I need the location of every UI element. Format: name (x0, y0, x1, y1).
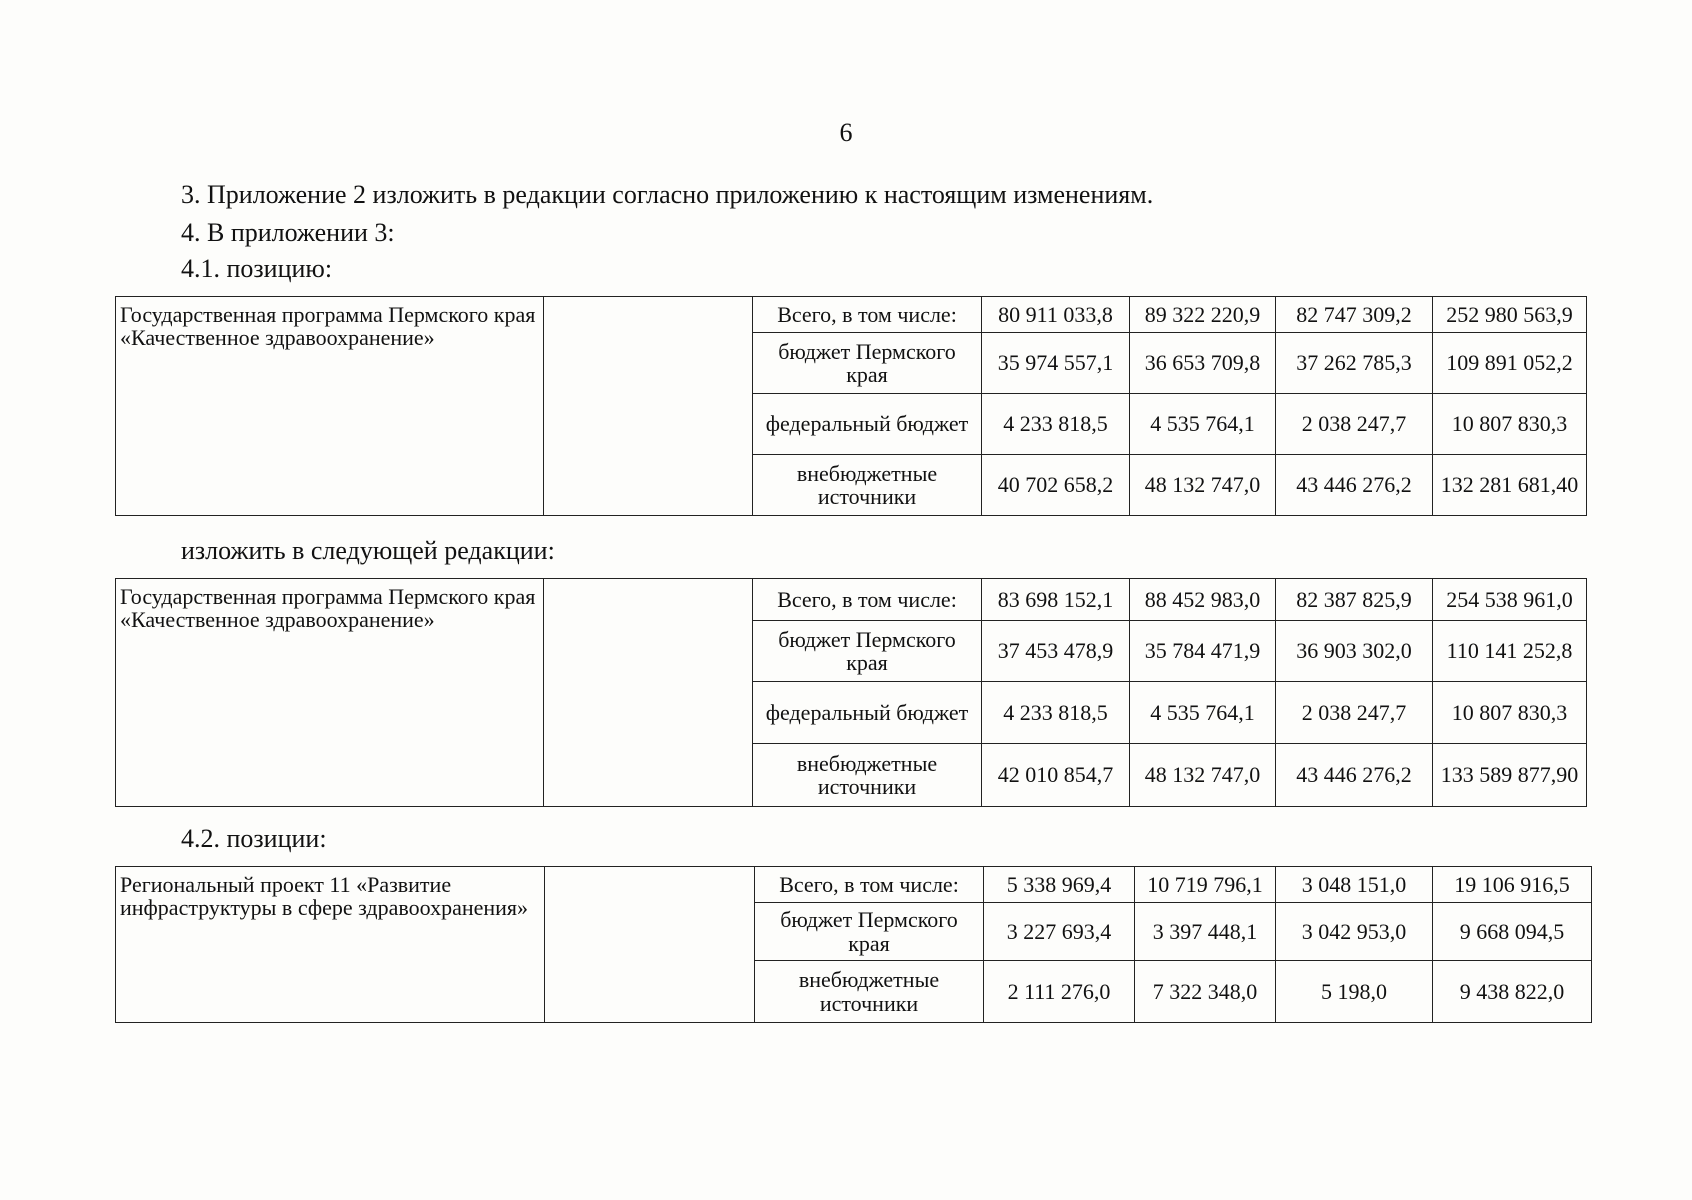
value-cell: 5 198,0 (1276, 961, 1433, 1023)
value-cell: 43 446 276,2 (1276, 455, 1433, 516)
value-cell: 3 227 693,4 (984, 903, 1135, 961)
value-cell: 2 038 247,7 (1276, 394, 1433, 455)
value-cell: 36 903 302,0 (1276, 621, 1433, 682)
program-name-cell: Государственная программа Пермского края «Качественное здравоохранение» (116, 297, 544, 516)
value-cell: 133 589 877,90 (1433, 744, 1587, 807)
value-cell: 10 807 830,3 (1433, 394, 1587, 455)
source-cell: Всего, в том числе: (753, 579, 982, 621)
source-cell: федеральный бюджет (753, 682, 982, 744)
source-cell: внебюджетные источники (753, 455, 982, 516)
source-cell: Всего, в том числе: (755, 867, 984, 903)
table-row (116, 297, 1587, 333)
source-cell: бюджет Пермского края (753, 621, 982, 682)
value-cell: 2 111 276,0 (984, 961, 1135, 1023)
table-new-position (115, 578, 1587, 807)
value-cell: 10 807 830,3 (1433, 682, 1587, 744)
paragraph-4-1: 4.1. позицию: (181, 254, 333, 283)
value-cell: 89 322 220,9 (1130, 297, 1276, 333)
value-cell: 132 281 681,40 (1433, 455, 1587, 516)
value-cell: 110 141 252,8 (1433, 621, 1587, 682)
value-cell: 254 538 961,0 (1433, 579, 1587, 621)
value-cell: 37 262 785,3 (1276, 333, 1433, 394)
value-cell: 2 038 247,7 (1276, 682, 1433, 744)
value-cell: 35 974 557,1 (982, 333, 1130, 394)
program-name-cell: Государственная программа Пермского края «Качественное здравоохранение» (116, 579, 544, 807)
value-cell: 4 233 818,5 (982, 394, 1130, 455)
empty-cell (544, 297, 753, 516)
value-cell: 9 438 822,0 (1433, 961, 1592, 1023)
paragraph-4: 4. В приложении 3: (181, 218, 395, 247)
value-cell: 4 535 764,1 (1130, 682, 1276, 744)
value-cell: 9 668 094,5 (1433, 903, 1592, 961)
table-regional-project (115, 866, 1592, 1023)
value-cell: 42 010 854,7 (982, 744, 1130, 807)
table-row (116, 579, 1587, 621)
value-cell: 3 042 953,0 (1276, 903, 1433, 961)
value-cell: 4 233 818,5 (982, 682, 1130, 744)
source-cell: Всего, в том числе: (753, 297, 982, 333)
value-cell: 3 048 151,0 (1276, 867, 1433, 903)
value-cell: 37 453 478,9 (982, 621, 1130, 682)
value-cell: 40 702 658,2 (982, 455, 1130, 516)
value-cell: 43 446 276,2 (1276, 744, 1433, 807)
value-cell: 4 535 764,1 (1130, 394, 1276, 455)
value-cell: 109 891 052,2 (1433, 333, 1587, 394)
value-cell: 36 653 709,8 (1130, 333, 1276, 394)
source-cell: бюджет Пермского края (755, 903, 984, 961)
paragraph-4-2: 4.2. позиции: (181, 824, 327, 853)
value-cell: 82 747 309,2 (1276, 297, 1433, 333)
source-cell: внебюджетные источники (753, 744, 982, 807)
value-cell: 48 132 747,0 (1130, 744, 1276, 807)
value-cell: 10 719 796,1 (1135, 867, 1276, 903)
value-cell: 7 322 348,0 (1135, 961, 1276, 1023)
paragraph-3: 3. Приложение 2 изложить в редакции согласно приложению к настоящим изменениям. (181, 180, 1154, 209)
paragraph-new-edition: изложить в следующей редакции: (181, 536, 555, 565)
value-cell: 3 397 448,1 (1135, 903, 1276, 961)
value-cell: 5 338 969,4 (984, 867, 1135, 903)
value-cell: 80 911 033,8 (982, 297, 1130, 333)
value-cell: 82 387 825,9 (1276, 579, 1433, 621)
value-cell: 83 698 152,1 (982, 579, 1130, 621)
empty-cell (545, 867, 755, 1023)
project-name-cell: Региональный проект 11 «Развитие инфраструктуры в сфере здравоохранения» (116, 867, 545, 1023)
value-cell: 19 106 916,5 (1433, 867, 1592, 903)
source-cell: федеральный бюджет (753, 394, 982, 455)
table-row (116, 867, 1592, 903)
value-cell: 35 784 471,9 (1130, 621, 1276, 682)
page-number: 6 (839, 118, 853, 147)
value-cell: 88 452 983,0 (1130, 579, 1276, 621)
source-cell: бюджет Пермского края (753, 333, 982, 394)
value-cell: 252 980 563,9 (1433, 297, 1587, 333)
source-cell: внебюджетные источники (755, 961, 984, 1023)
empty-cell (544, 579, 753, 807)
value-cell: 48 132 747,0 (1130, 455, 1276, 516)
table-old-position (115, 296, 1587, 516)
